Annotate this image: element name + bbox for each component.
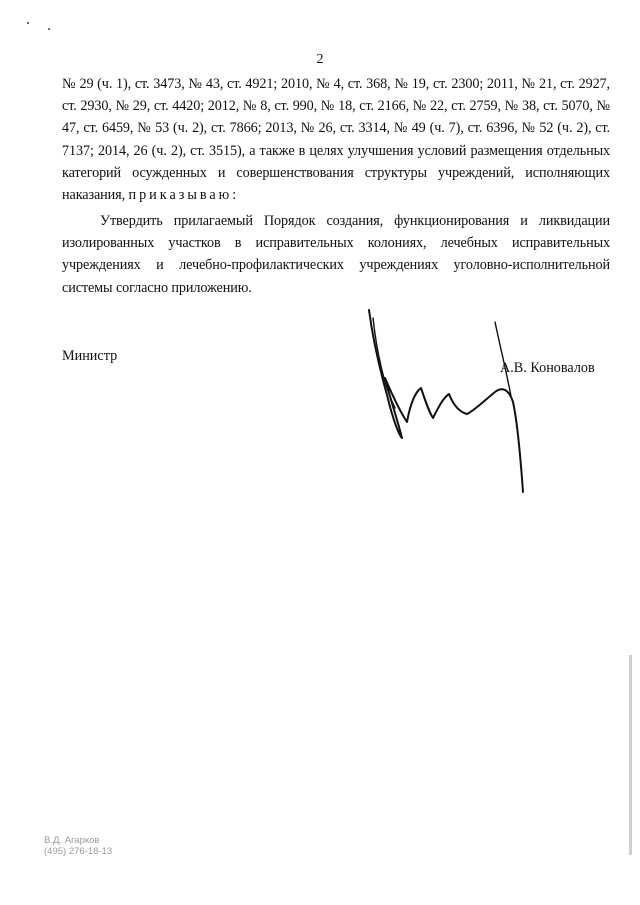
handwritten-signature (355, 300, 555, 505)
position-title: Министр (62, 348, 118, 364)
preamble-text: № 29 (ч. 1), ст. 3473, № 43, ст. 4921; 2010, № 4, ст. 368, № 19, ст. 2300; 2011, № 21, ст. 2927, ст. 2930, № 29, ст. 4420; 2012, № 8, ст. 990, № 18, ст. 2166, № 22, ст. 2759, № 38, ст. 5070, № 47, ст. 6459, № 53 (ч. 2), ст. 7866; 2013, № 26, ст. 3314, № 49 (ч. 7), ст. 6396, № 52 (ч. 2), ст. 7137; 2014, 26 (ч. 2), ст. 3515), а также в целях улучшения условий размещения отдельных категорий осужденных и совершенствования структуры учреждений, исполняющих наказания, (62, 76, 610, 204)
order-paragraph: Утвердить прилагаемый Порядок создания, функционирования и ликвидации изолированных участков в исправительных колониях, лечебных исправительных учреждениях и лечебно-профилактических учреждениях уголовно-исполнительной системы согласно приложению. (62, 213, 610, 296)
executor-phone: (495) 276-18-13 (44, 846, 113, 857)
executor-info (44, 835, 112, 857)
scan-edge-shadow (629, 655, 632, 855)
page-number: 2 (316, 52, 324, 67)
scan-speck (27, 22, 29, 24)
executor-name: В.Д. Агарков (44, 835, 100, 846)
order-word: приказываю: (128, 187, 240, 204)
preamble-paragraph (62, 73, 610, 206)
signer-name: А.В. Коновалов (500, 360, 595, 376)
scan-speck (48, 28, 50, 30)
